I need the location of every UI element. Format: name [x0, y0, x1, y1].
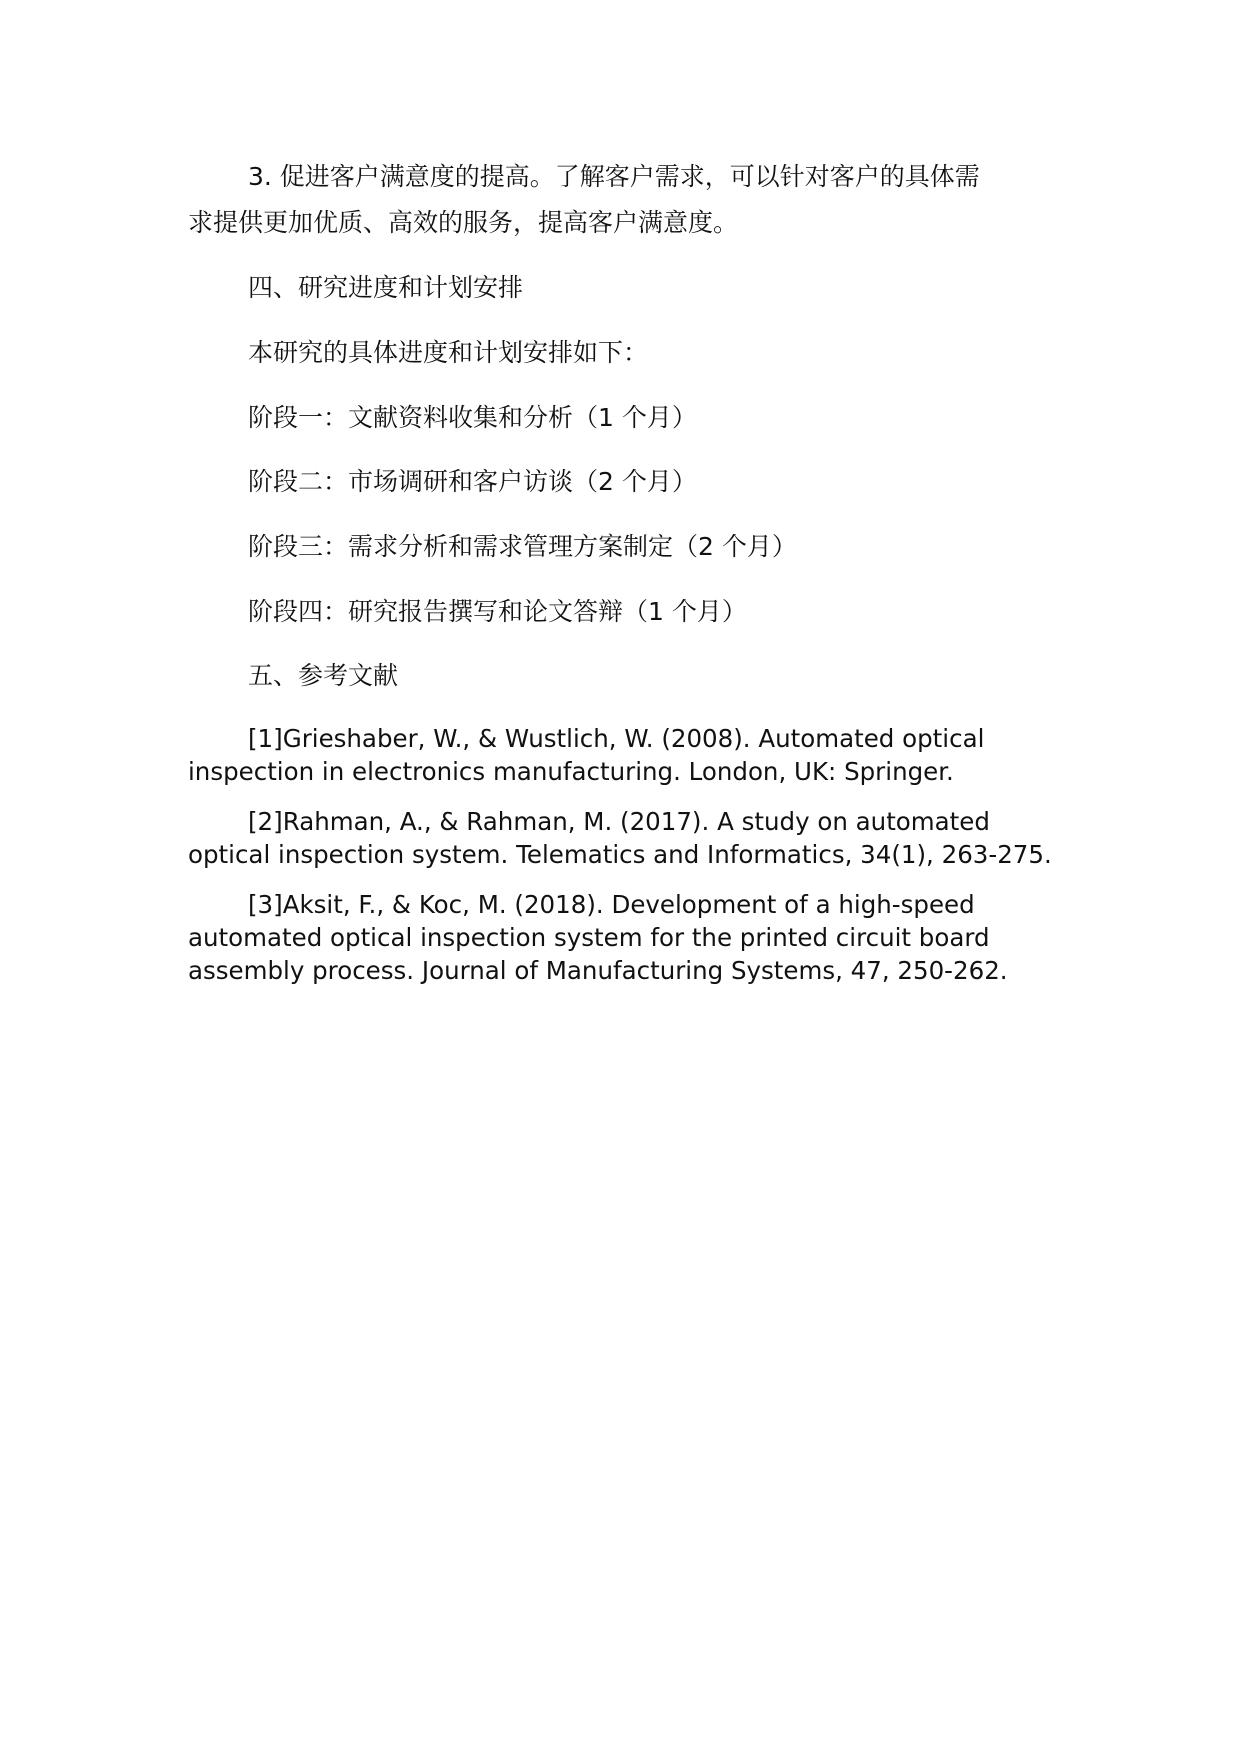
stage-item-2: 阶段二：市场调研和客户访谈（2 个月） [248, 467, 697, 496]
reference-line: optical inspection system. Telematics and Informatics, 34(1), 263-275. [188, 840, 1052, 869]
paragraph-line: 求提供更加优质、高效的服务，提高客户满意度。 [188, 208, 739, 237]
stage-item-1: 阶段一：文献资料收集和分析（1 个月） [248, 403, 697, 432]
reference-line: [3]Aksit, F., & Koc, M. (2018). Development of a high-speed [248, 890, 975, 919]
stage-item-3: 阶段三：需求分析和需求管理方案制定（2 个月） [248, 532, 797, 561]
section-heading-references: 五、参考文献 [248, 661, 399, 690]
paragraph-line: 3. 促进客户满意度的提高。了解客户需求，可以针对客户的具体需 [248, 162, 980, 191]
reference-line: [1]Grieshaber, W., & Wustlich, W. (2008). Automated optical [248, 724, 985, 753]
satisfaction-paragraph [188, 154, 1048, 246]
section-heading-schedule: 四、研究进度和计划安排 [248, 273, 524, 302]
reference-line: [2]Rahman, A., & Rahman, M. (2017). A study on automated [248, 807, 990, 836]
stage-item-4: 阶段四：研究报告撰写和论文答辩（1 个月） [248, 597, 747, 626]
reference-item-3 [188, 888, 1068, 987]
reference-item-2 [188, 805, 1068, 871]
schedule-lead-text: 本研究的具体进度和计划安排如下： [248, 338, 649, 367]
reference-item-1 [188, 722, 1068, 788]
reference-line: automated optical inspection system for the printed circuit board [188, 923, 990, 952]
reference-line: assembly process. Journal of Manufacturing Systems, 47, 250-262. [188, 956, 1008, 985]
reference-line: inspection in electronics manufacturing. London, UK: Springer. [188, 757, 954, 786]
